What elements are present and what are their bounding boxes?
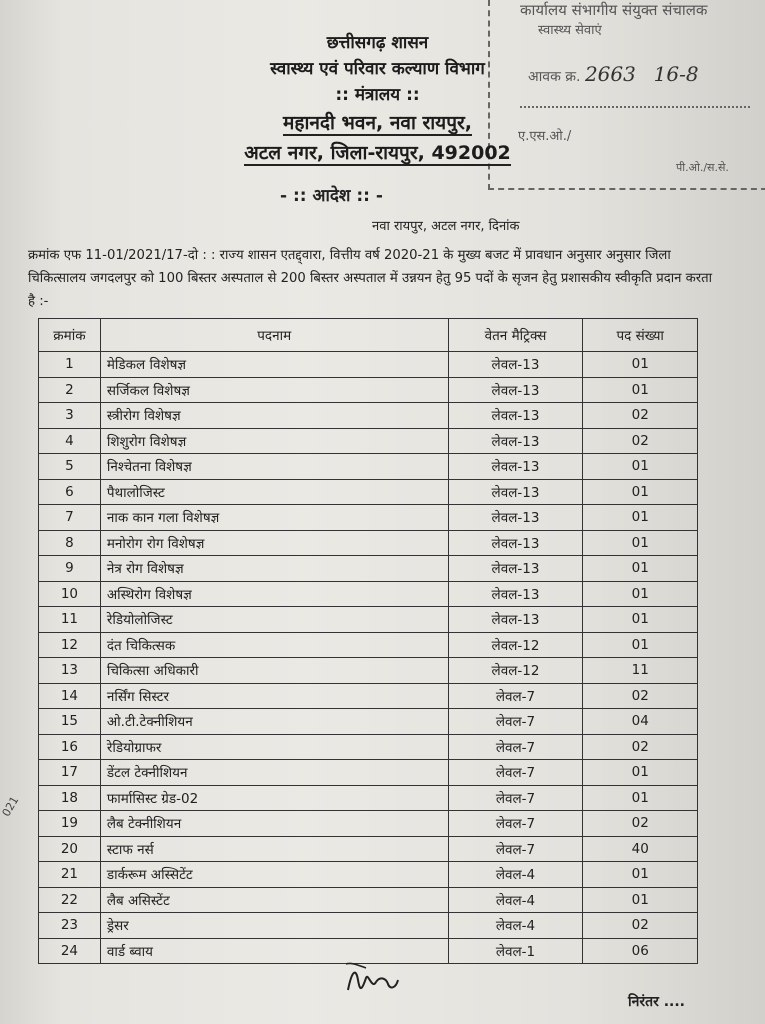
row-pay-level: लेवल-13 <box>448 607 583 633</box>
row-post-count: 01 <box>583 785 698 811</box>
row-serial: 22 <box>39 887 101 913</box>
row-serial: 6 <box>39 479 101 505</box>
row-post-count: 01 <box>583 505 698 531</box>
row-post-count: 40 <box>583 836 698 862</box>
table-row <box>39 352 698 378</box>
row-post-count: 02 <box>583 811 698 837</box>
row-post-count: 01 <box>583 862 698 888</box>
row-post-count: 02 <box>583 428 698 454</box>
row-pay-level: लेवल-7 <box>448 785 583 811</box>
row-pay-level: लेवल-13 <box>448 581 583 607</box>
row-post-name: पैथालोजिस्ट <box>100 479 448 505</box>
row-pay-level: लेवल-7 <box>448 709 583 735</box>
row-pay-level: लेवल-13 <box>448 479 583 505</box>
row-serial: 14 <box>39 683 101 709</box>
row-post-name: शिशुरोग विशेषज्ञ <box>100 428 448 454</box>
row-serial: 21 <box>39 862 101 888</box>
row-pay-level: लेवल-4 <box>448 913 583 939</box>
row-pay-level: लेवल-13 <box>448 428 583 454</box>
row-post-name: डेंटल टेक्नीशियन <box>100 760 448 786</box>
row-pay-level: लेवल-13 <box>448 505 583 531</box>
row-pay-level: लेवल-4 <box>448 862 583 888</box>
row-post-count: 04 <box>583 709 698 735</box>
row-post-name: चिकित्सा अधिकारी <box>100 658 448 684</box>
row-post-count: 01 <box>583 479 698 505</box>
row-post-count: 11 <box>583 658 698 684</box>
header-address: अटल नगर, जिला-रायपुर, 492002 <box>244 142 511 164</box>
stamp-inward-date: 16-8 <box>653 62 699 86</box>
table-row <box>39 428 698 454</box>
row-post-count: 01 <box>583 530 698 556</box>
row-post-count: 01 <box>583 632 698 658</box>
row-post-count: 01 <box>583 760 698 786</box>
stamp-office-line: कार्यालय संभागीय संयुक्त संचालक <box>520 1 708 19</box>
row-post-name: निश्चेतना विशेषज्ञ <box>100 454 448 480</box>
stamp-inward-number: 2663 <box>584 62 636 86</box>
row-post-count: 01 <box>583 607 698 633</box>
side-mark: 021 <box>0 794 22 819</box>
row-post-name: स्त्रीरोग विशेषज्ञ <box>100 403 448 429</box>
table-row <box>39 887 698 913</box>
row-post-name: रेडियोलोजिस्ट <box>100 607 448 633</box>
table-row <box>39 454 698 480</box>
row-pay-level: लेवल-7 <box>448 760 583 786</box>
row-serial: 15 <box>39 709 101 735</box>
row-serial: 12 <box>39 632 101 658</box>
stamp-po-line: पी.ओ./स.से. <box>676 161 729 174</box>
header-building: महानदी भवन, नवा रायपुर, <box>283 112 472 134</box>
row-serial: 8 <box>39 530 101 556</box>
row-serial: 16 <box>39 734 101 760</box>
row-post-count: 02 <box>583 734 698 760</box>
row-post-count: 01 <box>583 581 698 607</box>
row-pay-level: लेवल-13 <box>448 377 583 403</box>
table-row <box>39 607 698 633</box>
row-serial: 11 <box>39 607 101 633</box>
row-post-count: 01 <box>583 454 698 480</box>
stamp-inward-label: आवक क्र. <box>528 69 581 85</box>
stamp-department-line: स्वास्थ्य सेवाएं <box>538 23 602 38</box>
row-pay-level: लेवल-4 <box>448 887 583 913</box>
row-post-name: सर्जिकल विशेषज्ञ <box>100 377 448 403</box>
table-row <box>39 632 698 658</box>
row-pay-level: लेवल-7 <box>448 811 583 837</box>
row-serial: 19 <box>39 811 101 837</box>
row-pay-level: लेवल-13 <box>448 530 583 556</box>
row-pay-level: लेवल-7 <box>448 683 583 709</box>
table-row <box>39 658 698 684</box>
header-post-name: पदनाम <box>100 319 448 352</box>
row-pay-level: लेवल-13 <box>448 403 583 429</box>
row-post-count: 01 <box>583 887 698 913</box>
row-post-name: डार्करूम अस्सिटेंट <box>100 862 448 888</box>
table-row <box>39 811 698 837</box>
row-post-count: 01 <box>583 377 698 403</box>
table-row <box>39 785 698 811</box>
header-department: स्वास्थ्य एवं परिवार कल्याण विभाग <box>270 59 485 79</box>
row-post-name: वार्ड ब्वाय <box>100 938 448 964</box>
row-pay-level: लेवल-13 <box>448 454 583 480</box>
posts-table <box>38 318 698 964</box>
table-row <box>39 505 698 531</box>
row-pay-level: लेवल-7 <box>448 734 583 760</box>
table-header-row <box>39 319 698 352</box>
row-pay-level: लेवल-7 <box>448 836 583 862</box>
row-pay-level: लेवल-12 <box>448 632 583 658</box>
row-serial: 5 <box>39 454 101 480</box>
row-serial: 18 <box>39 785 101 811</box>
row-serial: 3 <box>39 403 101 429</box>
row-pay-level: लेवल-12 <box>448 658 583 684</box>
row-post-name: अस्थिरोग विशेषज्ञ <box>100 581 448 607</box>
continued-label: निरंतर .... <box>628 994 685 1010</box>
header-pay-matrix: वेतन मैट्रिक्स <box>448 319 583 352</box>
row-post-name: मेडिकल विशेषज्ञ <box>100 352 448 378</box>
row-pay-level: लेवल-13 <box>448 556 583 582</box>
row-post-name: रेडियोग्राफर <box>100 734 448 760</box>
row-post-name: नर्सिंग सिस्टर <box>100 683 448 709</box>
row-post-name: दंत चिकित्सक <box>100 632 448 658</box>
table-row <box>39 581 698 607</box>
row-post-count: 06 <box>583 938 698 964</box>
order-paragraph: क्रमांक एफ 11-01/2021/17-दो : : राज्य शासन एतद्द्वारा, वित्तीय वर्ष 2020-21 के मुख्य बजट में प्रावधान अनुसार अनुसार जिला चिकित्सालय जगदलपुर को 100 बिस्तर अस्पताल से 200 बिस्तर अस्पताल में उन्नयन हेतु 95 पदों के सृजन हेतु प्रशासकीय स्वीकृति प्रदान करता है :- <box>28 248 713 309</box>
table-row <box>39 683 698 709</box>
table-row <box>39 556 698 582</box>
row-serial: 7 <box>39 505 101 531</box>
row-post-name: ओ.टी.टेक्नीशियन <box>100 709 448 735</box>
header-serial: क्रमांक <box>39 319 101 352</box>
row-serial: 4 <box>39 428 101 454</box>
row-serial: 23 <box>39 913 101 939</box>
row-post-name: मनोरोग रोग विशेषज्ञ <box>100 530 448 556</box>
row-post-name: नेत्र रोग विशेषज्ञ <box>100 556 448 582</box>
row-serial: 9 <box>39 556 101 582</box>
row-serial: 10 <box>39 581 101 607</box>
stamp-aso-line: ए.एस.ओ./ <box>518 129 572 144</box>
row-serial: 13 <box>39 658 101 684</box>
table-row <box>39 530 698 556</box>
row-post-count: 02 <box>583 913 698 939</box>
place-date: नवा रायपुर, अटल नगर, दिनांक <box>372 219 520 234</box>
row-post-count: 01 <box>583 556 698 582</box>
table-row <box>39 862 698 888</box>
row-post-count: 02 <box>583 403 698 429</box>
row-post-count: 01 <box>583 352 698 378</box>
row-pay-level: लेवल-13 <box>448 352 583 378</box>
row-post-name: नाक कान गला विशेषज्ञ <box>100 505 448 531</box>
table-row <box>39 734 698 760</box>
table-row <box>39 479 698 505</box>
table-row <box>39 913 698 939</box>
row-post-name: लैब असिस्टेंट <box>100 887 448 913</box>
row-serial: 1 <box>39 352 101 378</box>
row-post-name: स्टाफ नर्स <box>100 836 448 862</box>
row-post-name: ड्रेसर <box>100 913 448 939</box>
row-post-name: फार्मासिस्ट ग्रेड-02 <box>100 785 448 811</box>
row-pay-level: लेवल-1 <box>448 938 583 964</box>
letterhead <box>0 30 765 168</box>
signature <box>342 960 402 1000</box>
table-row <box>39 760 698 786</box>
table-row <box>39 403 698 429</box>
row-serial: 20 <box>39 836 101 862</box>
row-serial: 24 <box>39 938 101 964</box>
table-row <box>39 377 698 403</box>
table-row <box>39 836 698 862</box>
row-post-count: 02 <box>583 683 698 709</box>
row-serial: 2 <box>39 377 101 403</box>
row-post-name: लैब टेक्नीशियन <box>100 811 448 837</box>
table-row <box>39 709 698 735</box>
row-serial: 17 <box>39 760 101 786</box>
header-govt: छत्तीसगढ़ शासन <box>326 33 429 53</box>
order-title: - :: आदेश :: - <box>280 186 383 206</box>
header-ministry: :: मंत्रालय :: <box>335 85 420 105</box>
header-post-count: पद संख्या <box>583 319 698 352</box>
